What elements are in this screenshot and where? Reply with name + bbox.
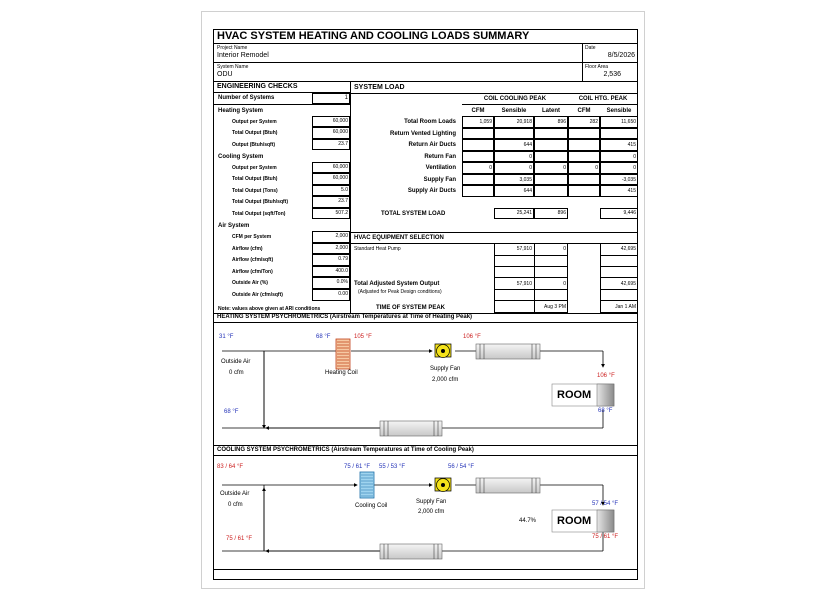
project-label: Project Name	[217, 45, 248, 51]
cooling-return-temp: 75 / 61 °F	[226, 536, 253, 542]
load-cell-value: 3,035	[519, 176, 532, 183]
heating-coil-out-temp: 105 °F	[354, 334, 372, 340]
peak-heating-time: Jan 1 AM	[615, 304, 636, 310]
peak-cooling-time: Aug 3 PM	[544, 304, 566, 310]
adjusted-output-sublabel: (Adjusted for Peak Design conditions)	[358, 289, 442, 295]
load-cell-value: 0	[529, 153, 532, 160]
heating-coil-label: Heating Coil	[325, 370, 358, 376]
load-cell-value: 11,650	[621, 119, 636, 125]
air-check-value: 0.0%	[336, 279, 348, 286]
coil-heating-peak-header: COIL HTG. PEAK	[578, 96, 628, 102]
load-row-label: Total Room Loads	[404, 119, 456, 125]
col-cfm-cooling: CFM	[471, 108, 485, 114]
equipment-selection-title: HVAC EQUIPMENT SELECTION	[354, 235, 444, 241]
cooling-room-out-temp: 75 / 61 °F	[592, 534, 619, 540]
floor-area-label: Floor Area	[585, 64, 609, 70]
ari-note: Note: values above given at ARI conditions	[218, 306, 321, 312]
air-check-value: 0.79	[338, 256, 348, 263]
heating-check-value: 60,000	[332, 129, 348, 136]
number-of-systems-value: 1	[344, 95, 348, 101]
load-row-label: Return Air Ducts	[408, 142, 456, 148]
load-cell-value: 415	[627, 188, 636, 194]
time-of-peak-label: TIME OF SYSTEM PEAK	[376, 305, 446, 311]
report-title: HVAC SYSTEM HEATING AND COOLING LOADS SUMMARY	[217, 30, 530, 42]
air-check-value: 2,000	[335, 233, 348, 239]
cooling-mixed-temp: 75 / 61 °F	[344, 464, 371, 470]
load-cell-value: 0	[595, 165, 598, 171]
engineering-checks-title: ENGINEERING CHECKS	[217, 83, 298, 90]
load-cell-value: 644	[523, 188, 532, 194]
heating-check-label: Output (Btuh/sqft)	[232, 141, 276, 148]
cooling-coil-out-temp: 55 / 53 °F	[379, 464, 406, 470]
total-sensible-cooling: 25,241	[516, 210, 532, 216]
cooling-check-value: 507.2	[335, 209, 348, 216]
heating-room-out-temp: 68 °F	[598, 408, 613, 414]
cooling-outside-air-label: Outside Air	[220, 491, 250, 497]
heating-outside-temp: 31 °F	[219, 334, 234, 340]
cooling-outside-temp: 83 / 64 °F	[217, 464, 244, 470]
heating-fan-out-temp: 106 °F	[463, 334, 481, 340]
load-row-label: Ventilation	[425, 165, 456, 171]
cooling-room-label: ROOM	[557, 515, 592, 527]
air-check-value: 400.0	[335, 267, 348, 274]
cooling-fan-out-temp: 56 / 54 °F	[448, 464, 475, 470]
load-cell-value: 0	[489, 165, 492, 171]
cooling-coil-label: Cooling Coil	[355, 503, 388, 509]
cooling-fan-cfm: 2,000 cfm	[418, 509, 445, 515]
col-sensible-cooling: Sensible	[501, 108, 527, 114]
heating-psychro-title: HEATING SYSTEM PSYCHROMETRICS (Airstream Temperatures at Time of Heating Peak)	[217, 314, 473, 320]
cooling-check-label: Total Output (Btuh)	[232, 176, 278, 183]
total-system-load-label: TOTAL SYSTEM LOAD	[381, 211, 446, 217]
load-cell-value: 1,059	[479, 119, 492, 125]
cooling-fan-label: Supply Fan	[416, 499, 447, 505]
adjusted-sensible-cooling: 57,910	[516, 281, 532, 287]
heating-return-temp: 68 °F	[224, 409, 239, 415]
load-cell-value: 644	[523, 142, 532, 148]
heating-check-label: Output per System	[232, 119, 277, 125]
cooling-check-label: Output per System	[232, 165, 277, 171]
load-row-label: Return Fan	[424, 153, 456, 160]
cooling-check-label: Total Output (Tons)	[232, 187, 278, 194]
load-cell-value: 896	[557, 119, 566, 125]
air-check-label: Outside Air (cfm/sqft)	[232, 292, 283, 298]
system-label: System Name	[217, 64, 249, 70]
cooling-humidity: 44.7%	[519, 518, 537, 524]
floor-area-value: 2,536	[603, 71, 621, 78]
heating-check-value: 23.7	[338, 140, 348, 147]
load-row-label: Supply Air Ducts	[407, 188, 456, 194]
date-label: Date	[585, 45, 596, 51]
heating-fan-label: Supply Fan	[430, 366, 461, 372]
total-sensible-heating: 9,446	[623, 210, 636, 216]
heating-system-title: Heating System	[218, 108, 264, 114]
cooling-supply-temp: 57 / 54 °F	[592, 501, 619, 507]
load-cell-value: 0	[529, 165, 532, 171]
equipment-sensible-cooling: 57,910	[516, 246, 532, 252]
cooling-outside-cfm: 0 cfm	[228, 502, 243, 508]
cooling-check-value: 23.7	[338, 198, 348, 205]
air-check-value: 2,000	[335, 244, 348, 251]
total-latent-cooling: 896	[557, 210, 566, 216]
load-cell-value: 0	[633, 153, 636, 160]
air-check-label: Airflow (cfm/Ton)	[232, 268, 273, 275]
load-cell-value: 20,918	[516, 119, 532, 125]
heating-check-value: 60,000	[332, 118, 348, 124]
number-of-systems-label: Number of Systems	[218, 95, 275, 101]
heating-room-label: ROOM	[557, 389, 592, 401]
system-value: ODU	[217, 71, 233, 78]
heating-outside-cfm: 0 cfm	[229, 370, 244, 376]
air-check-label: CFM per System	[232, 234, 272, 240]
heating-outside-air-label: Outside Air	[221, 359, 251, 365]
heating-check-label: Total Output (Btuh)	[232, 130, 278, 137]
load-cell-value: 282	[589, 119, 598, 125]
cooling-check-value: 60,000	[332, 175, 348, 182]
adjusted-latent-cooling: 0	[563, 281, 566, 287]
cooling-check-label: Total Output (sqft/Ton)	[232, 210, 286, 217]
cooling-psychro-title: COOLING SYSTEM PSYCHROMETRICS (Airstream Temperatures at Time of Cooling Peak)	[217, 447, 474, 453]
adjusted-sensible-heating: 42,695	[620, 281, 636, 287]
heating-fan-cfm: 2,000 cfm	[432, 377, 459, 383]
air-check-label: Airflow (cfm)	[232, 245, 263, 252]
date-value: 8/5/2026	[607, 52, 635, 59]
equipment-item: Standard Heat Pump	[354, 246, 401, 252]
air-check-label: Outside Air (%)	[232, 280, 268, 287]
system-load-title: SYSTEM LOAD	[354, 84, 405, 91]
load-cell-value: 0	[633, 165, 636, 171]
cooling-check-value: 60,000	[332, 164, 348, 170]
heating-supply-temp: 106 °F	[597, 373, 615, 379]
equipment-sensible-heating: 42,695	[620, 246, 636, 252]
cooling-check-label: Total Output (Btuh/sqft)	[232, 199, 289, 206]
load-row-label: Return Vented Lighting	[390, 130, 456, 137]
coil-cooling-peak-header: COIL COOLING PEAK	[483, 96, 547, 102]
load-cell-value: 0	[563, 165, 566, 171]
col-latent-cooling: Latent	[542, 108, 560, 114]
air-check-label: Airflow (cfm/sqft)	[232, 257, 274, 264]
equipment-latent-cooling: 0	[563, 246, 566, 252]
col-sensible-heating: Sensible	[606, 108, 632, 114]
cooling-system-title: Cooling System	[218, 154, 264, 160]
project-value: Interior Remodel	[217, 52, 269, 59]
load-cell-value: -3,035	[621, 176, 636, 183]
col-cfm-heating: CFM	[577, 108, 591, 114]
adjusted-output-label: Total Adjusted System Output	[354, 281, 440, 287]
air-check-value: 0.00	[338, 291, 348, 297]
load-cell-value: 415	[627, 142, 636, 148]
heating-mixed-temp: 68 °F	[316, 334, 331, 340]
cooling-check-value: 5.0	[341, 186, 348, 193]
air-system-title: Air System	[218, 223, 250, 229]
load-row-label: Supply Fan	[423, 176, 456, 183]
